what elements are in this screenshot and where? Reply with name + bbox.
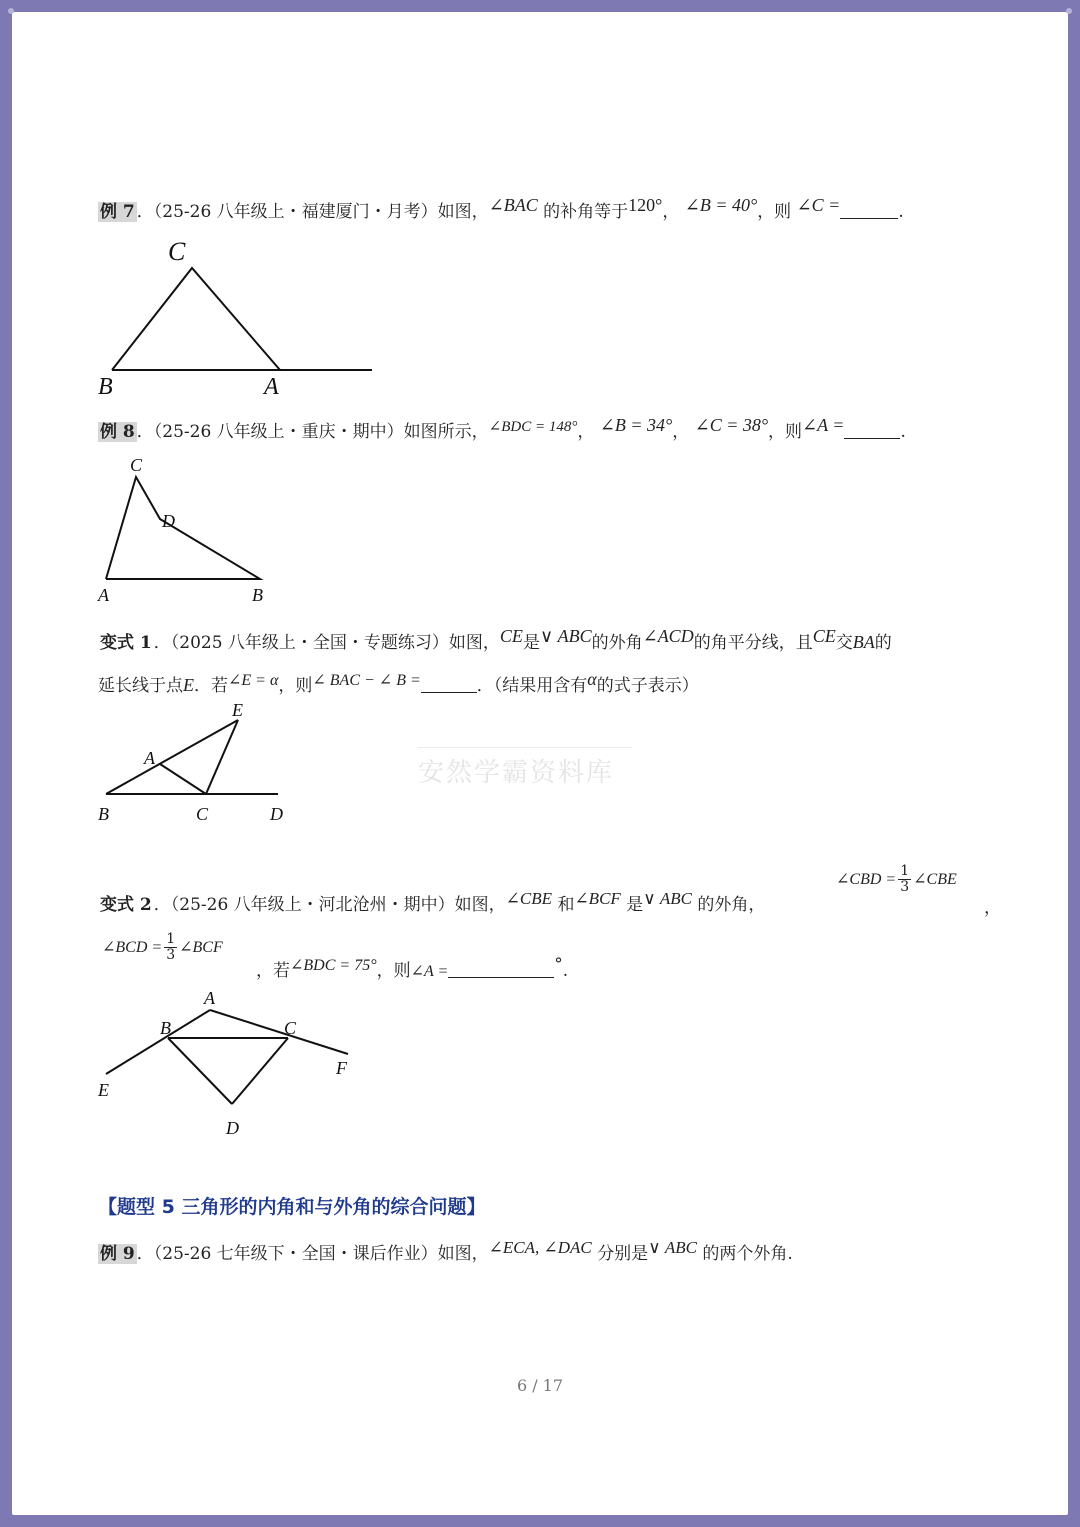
answer-blank xyxy=(844,420,900,439)
variant-2-fraction-2: ∠BCD = $\frac{1}{3}$ ∠BCF xyxy=(102,931,223,963)
svg-text:D: D xyxy=(270,804,283,824)
example-8-label: 例 8 xyxy=(100,422,135,442)
svg-text:B: B xyxy=(160,1018,171,1038)
vertex-label-c: C xyxy=(168,237,186,266)
variant-1-label: 变式 1 xyxy=(100,633,152,653)
svg-text:C: C xyxy=(130,455,143,475)
variant-1-figure xyxy=(92,702,322,852)
watermark: 安然学霸资料库 xyxy=(418,758,615,788)
variant-1-line-2: 延长线于点E．若∠E = α，则∠ BAC − ∠ B = ．（结果用含有α的式子表示） xyxy=(98,669,699,696)
svg-text:B: B xyxy=(98,804,109,824)
vertex-label-a: A xyxy=(264,374,279,400)
variant-2-figure xyxy=(92,992,392,1142)
variant-1-line-1: 变式 1 ．（2025 八年级上・全国・专题练习）如图，CE是∨ ABC的外角∠ACD的角平分线，且CE交BA的 xyxy=(100,626,892,653)
variant-2-fraction-1: ∠CBD = $\frac{1}{3}$ ∠CBE xyxy=(836,863,957,895)
page-number: 6 / 17 xyxy=(516,1376,564,1395)
variant-2-line-2: ，若∠BDC = 75°，则∠A = °. xyxy=(256,955,569,981)
svg-text:E: E xyxy=(232,702,243,720)
example-9-label: 例 9 xyxy=(100,1244,135,1264)
example-7-line: 例 7 ．（25-26 八年级上・福建厦门・月考）如图，∠BAC 的补角等于120°， ∠B = 40°，则 ∠C = . xyxy=(100,195,904,222)
svg-text:D: D xyxy=(162,511,175,531)
svg-text:A: A xyxy=(144,748,155,768)
example-7-figure xyxy=(92,232,392,402)
svg-text:C: C xyxy=(196,804,209,824)
svg-text:B: B xyxy=(252,585,263,605)
watermark-rule xyxy=(418,747,632,748)
example-8-figure xyxy=(92,447,292,607)
svg-text:D: D xyxy=(226,1118,239,1138)
corner-marker xyxy=(8,8,14,14)
vertex-label-b: B xyxy=(98,374,113,400)
example-7-label: 例 7 xyxy=(100,202,135,222)
answer-blank xyxy=(448,959,554,978)
example-8-line: 例 8 ．（25-26 八年级上・重庆・期中）如图所示，∠BDC = 148°， ∠B = 34°， ∠C = 38°，则∠A = . xyxy=(100,415,906,442)
svg-text:C: C xyxy=(284,1018,297,1038)
corner-marker xyxy=(1066,8,1072,14)
variant-2-label: 变式 2 xyxy=(100,895,152,915)
svg-text:A: A xyxy=(98,585,109,605)
example-9-line: 例 9 ．（25-26 七年级下・全国・课后作业）如图，∠ECA, ∠DAC 分别是∨ ABC 的两个外角. xyxy=(100,1238,793,1264)
answer-blank xyxy=(421,674,477,693)
svg-text:E: E xyxy=(98,1080,109,1100)
answer-blank xyxy=(840,200,898,219)
svg-text:A: A xyxy=(204,992,215,1008)
section-heading: 【题型 5 三角形的内角和与外角的综合问题】 xyxy=(98,1196,486,1218)
variant-2-comma: ， xyxy=(984,898,1001,918)
svg-text:F: F xyxy=(336,1058,347,1078)
variant-2-line-1: 变式 2 ．（25-26 八年级上・河北沧州・期中）如图，∠CBE 和∠BCF 是∨ ABC 的外角， xyxy=(100,889,766,915)
document-page xyxy=(12,12,1068,1515)
